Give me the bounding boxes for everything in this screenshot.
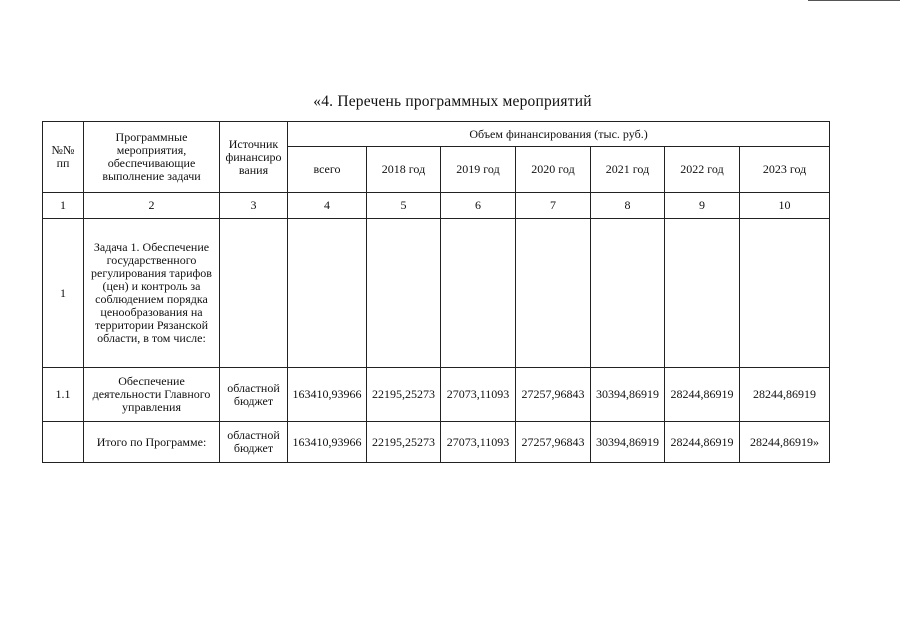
row-value-2023: 28244,86919: [740, 368, 830, 422]
row-number: 1: [43, 219, 84, 368]
row-value-2019: [441, 219, 516, 368]
row-activity: Задача 1. Обеспечение государственного регулирования тарифов (цен) и контроль за соблюдением порядка ценообразования на территории Рязанской области, в том числе:: [84, 219, 220, 368]
header-year-2023: 2023 год: [740, 147, 830, 193]
table-row: [43, 368, 830, 422]
column-number: 9: [665, 193, 740, 219]
row-value-2022: [665, 219, 740, 368]
row-source: областной бюджет: [220, 422, 288, 463]
header-year-2022: 2022 год: [665, 147, 740, 193]
column-number: 5: [367, 193, 441, 219]
row-value-2021: 30394,86919: [591, 368, 665, 422]
column-number: 3: [220, 193, 288, 219]
row-value-2020: 27257,96843: [516, 422, 591, 463]
row-source: [220, 219, 288, 368]
header-year-2018: 2018 год: [367, 147, 441, 193]
document-title: «4. Перечень программных мероприятий: [313, 93, 592, 110]
program-activities-table: [42, 121, 830, 463]
row-value-2022: 28244,86919: [665, 422, 740, 463]
row-value-2019: 27073,11093: [441, 368, 516, 422]
header-funding-group: Объем финансирования (тыс. руб.): [288, 122, 830, 147]
row-number: [43, 422, 84, 463]
table-row: [43, 219, 830, 368]
column-number: 10: [740, 193, 830, 219]
header-num: №№ пп: [43, 122, 84, 193]
row-value-2022: 28244,86919: [665, 368, 740, 422]
row-value-2021: [591, 219, 665, 368]
row-value-2020: 27257,96843: [516, 368, 591, 422]
column-number: 2: [84, 193, 220, 219]
row-source: областной бюджет: [220, 368, 288, 422]
row-value-2021: 30394,86919: [591, 422, 665, 463]
header-total: всего: [288, 147, 367, 193]
row-value-2018: 22195,25273: [367, 368, 441, 422]
header-source: Источник финансиро вания: [220, 122, 288, 193]
header-year-2020: 2020 год: [516, 147, 591, 193]
row-value-total: 163410,93966: [288, 368, 367, 422]
column-number: 6: [441, 193, 516, 219]
row-activity: Итого по Программе:: [84, 422, 220, 463]
column-number: 1: [43, 193, 84, 219]
row-value-2020: [516, 219, 591, 368]
column-number: 8: [591, 193, 665, 219]
header-activities: Программные мероприятия, обеспечивающие выполнение задачи: [84, 122, 220, 193]
header-year-2019: 2019 год: [441, 147, 516, 193]
header-year-2021: 2021 год: [591, 147, 665, 193]
row-value-2018: [367, 219, 441, 368]
row-value-total: [288, 219, 367, 368]
column-number-row: [43, 193, 830, 219]
row-number: 1.1: [43, 368, 84, 422]
row-value-total: 163410,93966: [288, 422, 367, 463]
row-value-2018: 22195,25273: [367, 422, 441, 463]
top-rule: [808, 0, 900, 1]
table-total-row: [43, 422, 830, 463]
column-number: 7: [516, 193, 591, 219]
row-value-2023: 28244,86919»: [740, 422, 830, 463]
row-activity: Обеспечение деятельности Главного управления: [84, 368, 220, 422]
row-value-2019: 27073,11093: [441, 422, 516, 463]
row-value-2023: [740, 219, 830, 368]
header-row-1: [43, 122, 830, 147]
column-number: 4: [288, 193, 367, 219]
